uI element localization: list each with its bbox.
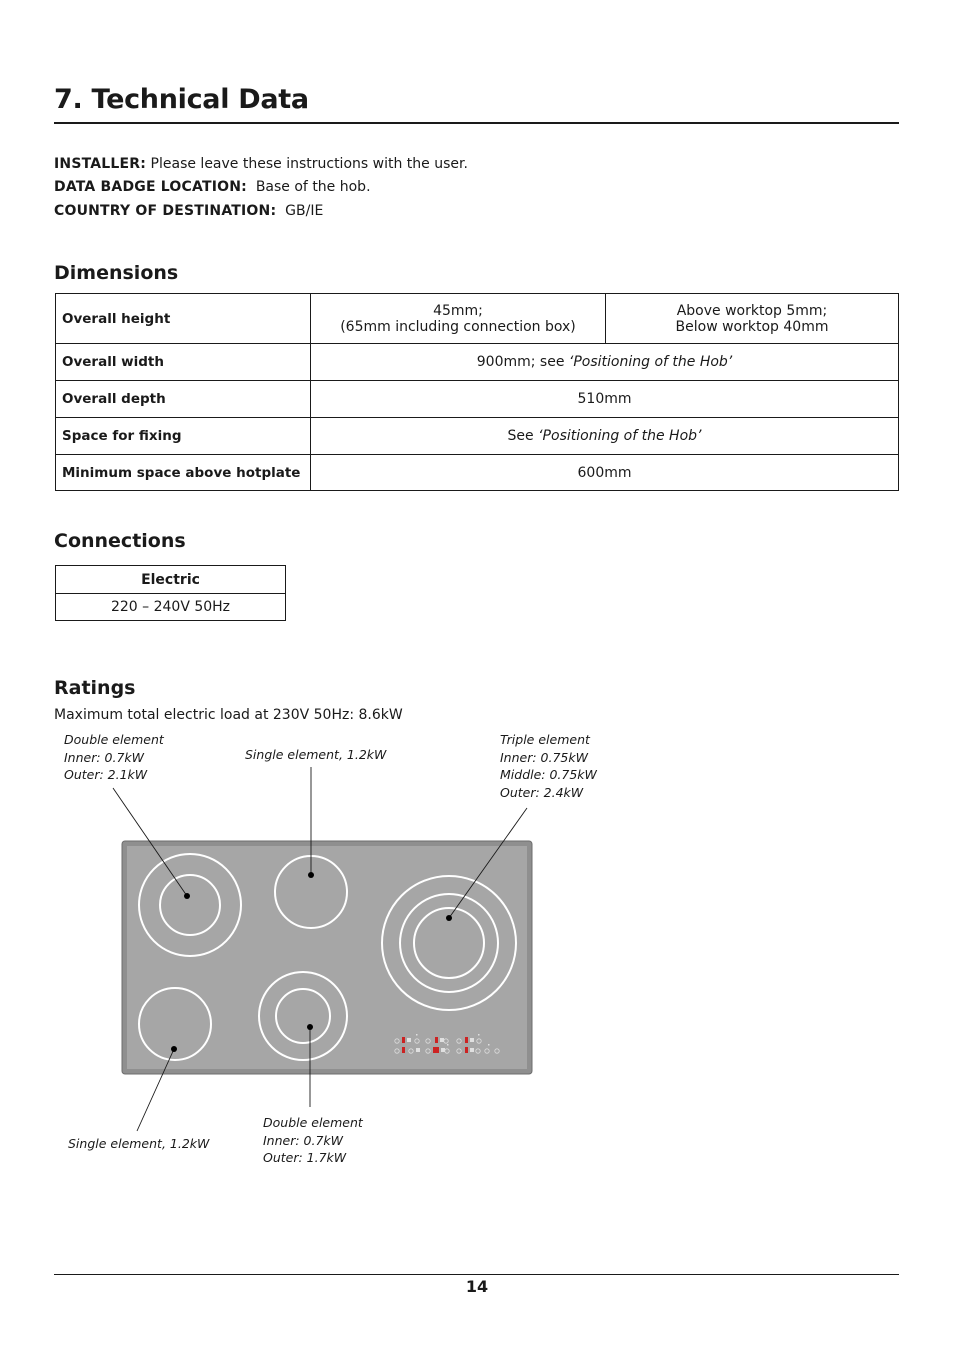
reference-text: ‘Positioning of the Hob’ <box>568 354 733 370</box>
installer-value: Please leave these instructions with the user. <box>150 156 468 172</box>
installer-label: INSTALLER: <box>54 156 147 172</box>
dimensions-heading: Dimensions <box>54 262 179 284</box>
row-value: 510mm <box>311 381 899 418</box>
max-load-text: Maximum total electric load at 230V 50Hz: 8.6kW <box>54 707 403 723</box>
pointer-dot-triple <box>446 915 452 921</box>
pointer-dot-top-left <box>184 893 190 899</box>
row-label: Overall height <box>56 294 311 344</box>
value-line: Below worktop 40mm <box>675 318 829 335</box>
callout-line: Outer: 2.4kW <box>500 784 584 800</box>
pointer-dot-bottom-left <box>171 1046 177 1052</box>
connections-header: Electric <box>56 566 286 594</box>
pointer-dot-top-middle <box>308 872 314 878</box>
pointer-dot-bottom-middle <box>307 1024 313 1030</box>
row-label: Overall width <box>56 344 311 381</box>
row-label: Overall depth <box>56 381 311 418</box>
callout-line: Inner: 0.75kW <box>500 749 588 765</box>
row-label: Space for fixing <box>56 418 311 455</box>
value-text: 900mm; see <box>476 354 569 370</box>
callout-line: Double element <box>263 1115 363 1130</box>
country-value: GB/IE <box>285 203 324 219</box>
callout-line: Triple element <box>500 732 590 747</box>
connections-value: 220 – 240V 50Hz <box>56 594 286 621</box>
footer-divider <box>54 1274 899 1275</box>
data-badge-value: Base of the hob. <box>255 179 371 195</box>
ratings-heading: Ratings <box>54 677 136 699</box>
value-line: 45mm; <box>433 302 483 319</box>
row-label: Minimum space above hotplate <box>56 455 311 491</box>
connections-heading: Connections <box>54 530 186 552</box>
value-line: Above worktop 5mm; <box>676 302 828 319</box>
value-text: See <box>507 428 539 444</box>
page-number: 14 <box>465 1277 489 1296</box>
callout-line: Single element, 1.2kW <box>68 1136 210 1151</box>
callout-line: Single element, 1.2kW <box>245 747 387 762</box>
page-title: 7. Technical Data <box>54 84 309 115</box>
data-badge-label: DATA BADGE LOCATION: <box>54 179 247 195</box>
country-label: COUNTRY OF DESTINATION: <box>54 203 277 219</box>
callout-line: Double element <box>64 732 164 747</box>
callout-line: Inner: 0.7kW <box>64 749 145 765</box>
callout-line: Outer: 1.7kW <box>263 1150 347 1165</box>
callout-line: Middle: 0.75kW <box>500 767 597 782</box>
row-value: 600mm <box>311 455 899 491</box>
callout-line: Inner: 0.7kW <box>263 1132 344 1148</box>
reference-text: ‘Positioning of the Hob’ <box>538 428 702 444</box>
callout-line: Outer: 2.1kW <box>64 767 148 782</box>
value-line: (65mm including connection box) <box>340 318 576 335</box>
